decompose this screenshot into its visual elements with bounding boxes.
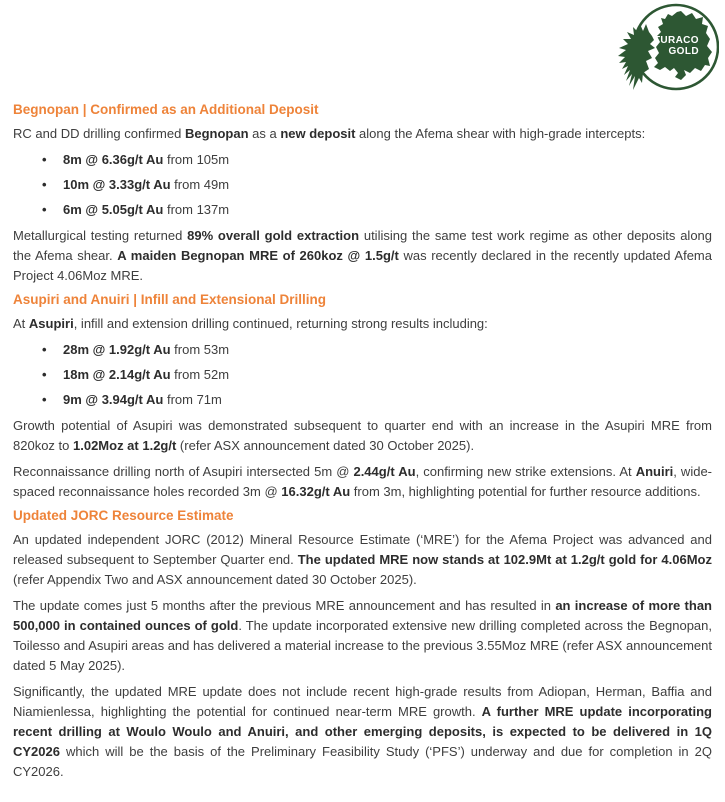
bold-text-run: 16.32g/t Au [281, 484, 351, 499]
bold-text-run: The updated MRE now stands at 102.9Mt at 1.2g/t gold for 4.06Moz [297, 552, 712, 567]
bold-text-run: 89% overall gold extraction [187, 228, 360, 243]
bold-text-run: Updated JORC Resource Estimate [13, 508, 234, 523]
intercept-list [13, 340, 712, 410]
bold-text-run: Begnopan | Confirmed as an Additional Deposit [13, 102, 319, 117]
intercept-item [13, 150, 712, 170]
bold-text-run: 18m @ 2.14g/t Au [63, 367, 171, 382]
intercept-item [13, 175, 712, 195]
text-run: Reconnaissance drilling north of Asupiri intersected 5m @ [13, 464, 354, 479]
text-run: , confirming new strike extensions. At [415, 464, 636, 479]
text-run: Metallurgical testing returned [13, 228, 188, 243]
text-run: Growth potential of Asupiri was demonstrated subsequent to quarter end with an increase in the Asupiri MRE from 820koz to [13, 418, 712, 453]
intercept-item [13, 365, 712, 385]
section-heading [13, 102, 712, 118]
bold-text-run: an increase of more than 500,000 in contained ounces of gold [13, 598, 712, 633]
bold-text-run: 6m @ 5.05g/t Au [63, 202, 164, 217]
intercept-item [13, 340, 712, 360]
text-run: as a [248, 126, 281, 141]
text-run: from 105m [163, 152, 230, 167]
bold-text-run: A maiden Begnopan MRE of 260koz @ 1.5g/t [117, 248, 399, 263]
text-run: along the Afema shear with high-grade intercepts: [355, 126, 646, 141]
bold-text-run: 2.44g/t Au [353, 464, 416, 479]
text-run: The update comes just 5 months after the previous MRE announcement and has resulted in [13, 598, 556, 613]
bold-text-run: Asupiri and Anuiri | Infill and Extensional Drilling [13, 292, 327, 307]
intercept-list [13, 150, 712, 220]
text-run: Significantly, the updated MRE update does not include recent high-grade results from Adiopan, Herman, Baffia and Niamienlessa, highlighting the potential for continued near-term MRE growth. [13, 684, 712, 719]
text-run: , wide-spaced reconnaissance holes recorded 3m @ [13, 464, 712, 499]
bold-text-run: 9m @ 3.94g/t Au [63, 392, 164, 407]
bold-text-run: 10m @ 3.33g/t Au [63, 177, 171, 192]
intercept-item [13, 200, 712, 220]
text-run: (refer ASX announcement dated 30 October 2025). [176, 438, 475, 453]
intercept-item [13, 390, 712, 410]
text-run: At [13, 316, 29, 331]
text-run: from 49m [170, 177, 230, 192]
paragraph [13, 530, 712, 590]
section-heading [13, 508, 712, 524]
text-run: which will be the basis of the Preliminary Feasibility Study (‘PFS’) underway and due for completion in 2Q CY2026. [13, 744, 712, 779]
text-run: . The update incorporated extensive new drilling completed across the Begnopan, Toilesso and Asupiri areas and has delivered a material increase to the previous 3.55Moz MRE (refer ASX announcement dated 5 May 2025). [13, 618, 712, 673]
bold-text-run: 28m @ 1.92g/t Au [63, 342, 171, 357]
turaco-gold-logo [615, 2, 719, 92]
section-heading [13, 292, 712, 308]
bold-text-run: Anuiri [635, 464, 674, 479]
text-run: from 71m [163, 392, 222, 407]
paragraph [13, 596, 712, 676]
text-run: RC and DD drilling confirmed [13, 126, 185, 141]
paragraph [13, 682, 712, 782]
text-run: (refer Appendix Two and ASX announcement dated 30 October 2025). [13, 572, 417, 587]
paragraph [13, 226, 712, 286]
turaco-gold-logo-svg [615, 2, 719, 92]
bold-text-run: A further MRE update incorporating recent drilling at Woulo Woulo and Anuiri, and other emerging deposits, is expected to be delivered in 1Q CY2026 [13, 704, 712, 759]
text-run: , infill and extension drilling continued, returning strong results including: [73, 316, 488, 331]
document-content [13, 102, 712, 788]
logo-text-line2: GOLD [668, 46, 699, 57]
bold-text-run: Asupiri [28, 316, 74, 331]
text-run: was recently declared in the recently updated Afema Project 4.06Moz MRE. [13, 248, 712, 283]
bold-text-run: 8m @ 6.36g/t Au [63, 152, 164, 167]
text-run: from 137m [163, 202, 230, 217]
paragraph [13, 416, 712, 456]
logo-text-line1: TURACO [653, 35, 699, 46]
paragraph [13, 462, 712, 502]
paragraph [13, 314, 712, 334]
text-run: from 3m, highlighting potential for further resource additions. [350, 484, 701, 499]
bold-text-run: new deposit [280, 126, 356, 141]
text-run: from 53m [170, 342, 230, 357]
bold-text-run: 1.02Moz at 1.2g/t [73, 438, 177, 453]
paragraph [13, 124, 712, 144]
text-run: An updated independent JORC (2012) Mineral Resource Estimate (‘MRE’) for the Afema Project was advanced and released subsequent to September Quarter end. [13, 532, 712, 567]
bold-text-run: Begnopan [184, 126, 249, 141]
text-run: utilising the same test work regime as other deposits along the Afema shear. [13, 228, 713, 263]
text-run: from 52m [170, 367, 230, 382]
